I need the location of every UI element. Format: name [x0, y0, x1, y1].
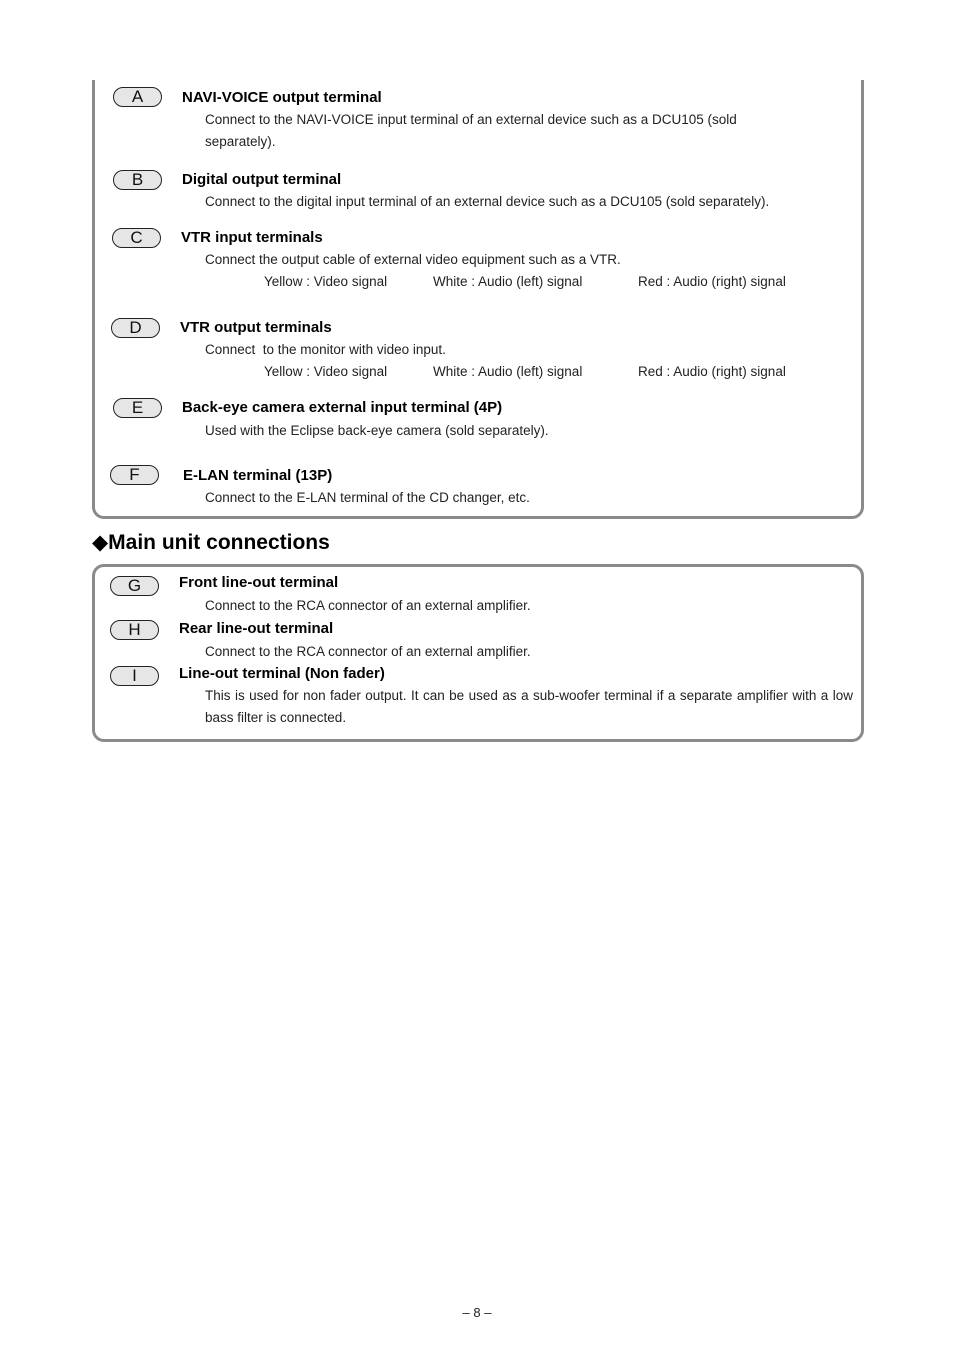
terminal-h-description: Connect to the RCA connector of an external amplifier. — [205, 644, 531, 659]
terminal-c-title: VTR input terminals — [181, 229, 323, 246]
signal-red: Red : Audio (right) signal — [638, 274, 786, 289]
terminal-i-description: This is used for non fader output. It can be used as a sub-woofer terminal if a separate amplifier with a low bass filter is connected. — [205, 688, 853, 725]
terminal-c-description: Connect the output cable of external video equipment such as a VTR. — [205, 252, 621, 267]
page-number: – 8 – — [462, 1305, 492, 1320]
terminal-b-description: Connect to the digital input terminal of an external device such as a DCU105 (sold separately). — [205, 194, 770, 209]
terminal-a-title: NAVI-VOICE output terminal — [182, 89, 382, 106]
signal-white: White : Audio (left) signal — [433, 274, 583, 289]
terminal-b-title: Digital output terminal — [182, 171, 342, 188]
badge-f: F — [110, 465, 159, 485]
terminal-f-description: Connect to the E-LAN terminal of the CD changer, etc. — [205, 490, 530, 505]
section-heading: ◆Main unit connections — [92, 531, 330, 554]
badge-a: A — [113, 87, 162, 107]
badge-h: H — [110, 620, 159, 640]
terminal-g-description: Connect to the RCA connector of an external amplifier. — [205, 598, 531, 613]
badge-g: G — [110, 576, 159, 596]
terminal-g-title: Front line-out terminal — [179, 574, 339, 591]
terminal-a-description: Connect to the NAVI-VOICE input terminal of an external device such as a DCU105 (sold separately). — [205, 112, 737, 149]
signal-yellow: Yellow : Video signal — [264, 274, 388, 289]
signal-yellow: Yellow : Video signal — [264, 364, 388, 379]
badge-b: B — [113, 170, 162, 190]
terminal-d-description: Connect to the monitor with video input. — [205, 342, 446, 357]
terminal-e-title: Back-eye camera external input terminal (4P) — [182, 399, 503, 416]
badge-d: D — [111, 318, 160, 338]
terminal-h-title: Rear line-out terminal — [179, 620, 334, 637]
badge-i: I — [110, 666, 159, 686]
terminal-d-title: VTR output terminals — [180, 319, 332, 336]
terminal-e-description: Used with the Eclipse back-eye camera (sold separately). — [205, 423, 549, 438]
badge-c: C — [112, 228, 161, 248]
terminal-i-title: Line-out terminal (Non fader) — [179, 665, 385, 682]
signal-red: Red : Audio (right) signal — [638, 364, 786, 379]
badge-e: E — [113, 398, 162, 418]
signal-white: White : Audio (left) signal — [433, 364, 583, 379]
terminal-f-title: E-LAN terminal (13P) — [183, 467, 333, 484]
